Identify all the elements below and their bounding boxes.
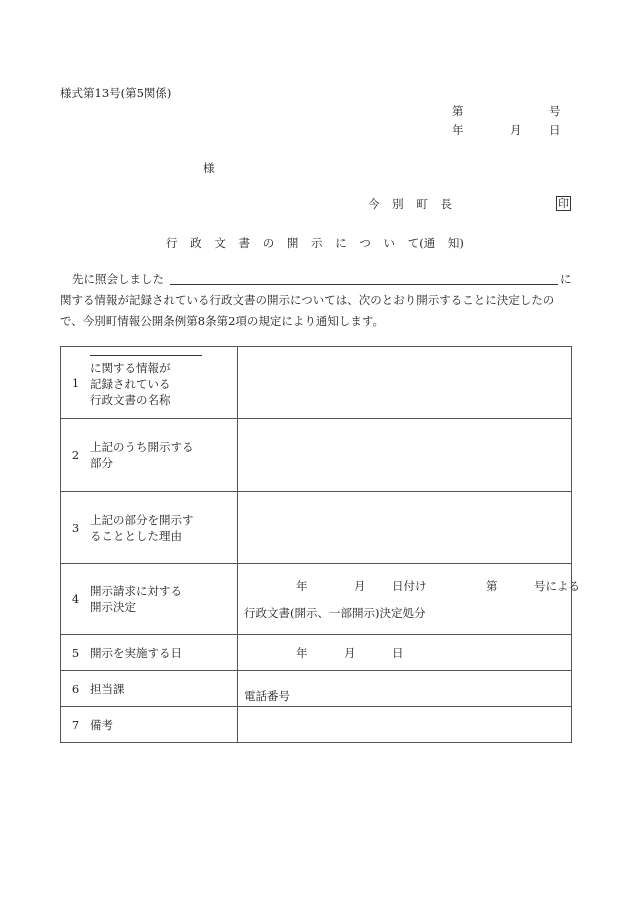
row-number: 1 <box>61 347 91 419</box>
row-value[interactable]: 年 月 日 <box>238 635 572 671</box>
row-number: 7 <box>61 707 91 743</box>
row-number: 5 <box>61 635 91 671</box>
table-row <box>61 635 572 671</box>
label-line: 開示請求に対する <box>90 584 182 598</box>
body-line-3: で、今別町情報公開条例第8条第2項の規定により通知します。 <box>60 314 384 328</box>
document-title: 行 政 文 書 の 開 示 に つ い て(通 知) <box>166 236 464 250</box>
body-blank-line <box>170 284 558 285</box>
date-month: 月 <box>510 123 522 137</box>
table-row <box>61 707 572 743</box>
label-line: 上記のうち開示する <box>90 440 194 454</box>
row-value[interactable] <box>238 707 572 743</box>
row-value[interactable] <box>238 347 572 419</box>
date-year: 年 <box>452 123 464 137</box>
body-lead: 先に照会しました <box>72 272 164 286</box>
label-line: 開示を実施する日 <box>90 645 182 660</box>
table-row <box>61 671 572 707</box>
table-row <box>61 564 572 635</box>
label-line: 担当課 <box>90 681 125 696</box>
body-line-2: 関する情報が記録されている行政文書の開示については、次のとおり開示することに決定したの <box>60 293 555 307</box>
doc-number-suffix: 号 <box>549 104 561 118</box>
table-row <box>61 492 572 564</box>
label-line: に関する情報が <box>90 360 171 375</box>
row-label <box>90 419 238 492</box>
row-value[interactable]: 年 月 日付け 第 号による 行政文書(開示、一部開示)決定処分 <box>238 564 572 635</box>
doc-number-prefix: 第 <box>452 104 464 118</box>
table-row <box>61 419 572 492</box>
row-number: 4 <box>61 564 91 635</box>
row-label <box>90 492 238 564</box>
row-label <box>90 564 238 635</box>
addressee-suffix: 様 <box>203 161 215 175</box>
form-number: 様式第13号(第5関係) <box>60 86 172 100</box>
sender: 今 別 町 長 <box>368 197 452 211</box>
phone-label: 電話番号 <box>244 689 290 703</box>
row-value[interactable] <box>238 492 572 564</box>
disclosure-table <box>60 346 580 743</box>
table-row <box>61 347 572 419</box>
row-label <box>90 671 238 707</box>
label-line: 備考 <box>90 717 113 732</box>
row-label <box>90 707 238 743</box>
row-label <box>90 347 238 419</box>
row-number: 3 <box>61 492 91 564</box>
row-label <box>90 635 238 671</box>
row-value[interactable] <box>238 419 572 492</box>
seal-mark: 印 <box>558 197 569 210</box>
label-line: 上記の部分を開示す <box>90 512 194 527</box>
label-line: ることとした理由 <box>90 528 182 543</box>
label-blank-line <box>90 355 202 356</box>
label-line: 開示決定 <box>90 600 136 614</box>
body-after-blank: に <box>560 272 572 286</box>
date-day: 日 <box>549 123 561 137</box>
row-value[interactable] <box>238 671 572 707</box>
label-line: 記録されている <box>90 376 171 391</box>
label-line: 部分 <box>90 456 113 470</box>
label-line: 行政文書の名称 <box>90 392 171 407</box>
row-number: 2 <box>61 419 91 492</box>
row-number: 6 <box>61 671 91 707</box>
